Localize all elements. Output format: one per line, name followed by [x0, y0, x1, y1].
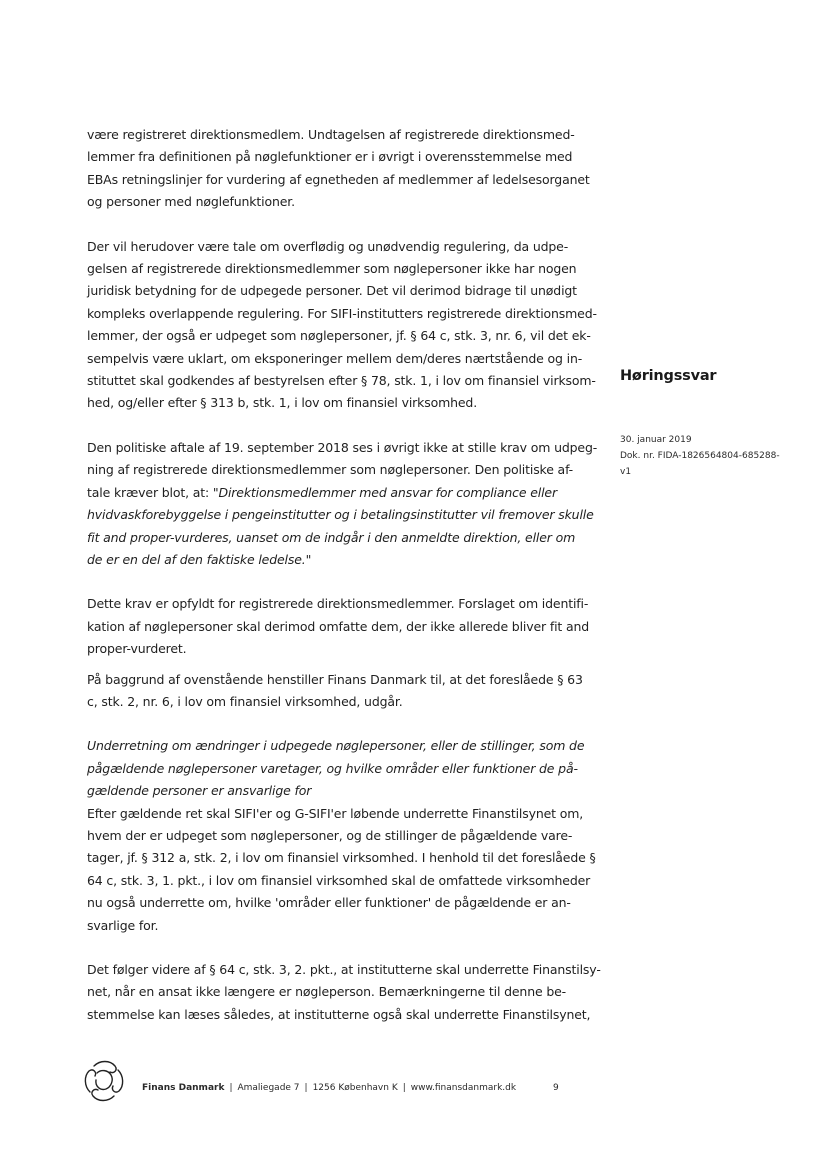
- page-number: 9: [553, 1083, 559, 1093]
- heading-line: pågældende nøglepersoner varetager, og hvilke områder eller funktioner de på-: [87, 760, 578, 776]
- text-line: og personer med nøglefunktioner.: [87, 194, 295, 210]
- heading-line: gældende personer er ansvarlige for: [87, 783, 312, 799]
- text-line: stemmelse kan læses således, at institutterne også skal underrette Finanstilsynet,: [87, 1006, 591, 1022]
- text-line: EBAs retningslinjer for vurdering af egnetheden af medlemmer af ledelsesorganet: [87, 171, 590, 187]
- text-line: sempelvis være uklart, om eksponeringer mellem dem/deres nærtstående og in-: [87, 350, 583, 366]
- section-heading: [87, 735, 585, 802]
- text-line: stituttet skal godkendes af bestyrelsen efter § 78, stk. 1, i lov om finansiel virksom-: [87, 373, 596, 389]
- paragraph-4: [87, 593, 590, 660]
- text-line: c, stk. 2, nr. 6, i lov om finansiel virksomhed, udgår.: [87, 693, 403, 709]
- paragraph-7: [87, 959, 601, 1026]
- footer-brand: Finans Danmark: [142, 1083, 225, 1093]
- text-line: net, når en ansat ikke længere er nøgleperson. Bemærkningerne til denne be-: [87, 984, 567, 1000]
- text-line: tager, jf. § 312 a, stk. 2, i lov om finansiel virksomhed. I henhold til det foreslåede §: [87, 850, 596, 866]
- text-line: kompleks overlappende regulering. For SIFI-institutters registrerede direktionsmed-: [87, 305, 597, 321]
- text-line: hvem der er udpeget som nøglepersoner, og de stillinger de pågældende vare-: [87, 827, 573, 843]
- document-reference-version: v1: [620, 467, 632, 477]
- text-line: gelsen af registrerede direktionsmedlemmer som nøglepersoner ikke har nogen: [87, 261, 577, 277]
- text-line: være registreret direktionsmedlem. Undtagelsen af registrerede direktionsmed-: [87, 127, 575, 142]
- text-line: Det følger videre af § 64 c, stk. 3, 2. pkt., at institutterne skal underrette Finanstilsy-: [87, 962, 601, 977]
- footer-separator: |: [304, 1083, 308, 1093]
- heading-line: Underretning om ændringer i udpegede nøglepersoner, eller de stillinger, som de: [87, 738, 585, 754]
- text-line: Efter gældende ret skal SIFI'er og G-SIFI'er løbende underrette Finanstilsynet om,: [87, 805, 584, 821]
- paragraph-3: [87, 437, 598, 571]
- footer-separator: |: [229, 1083, 233, 1093]
- paragraph-5: [87, 669, 583, 714]
- text-line: kation af nøglepersoner skal derimod omfatte dem, der ikke allerede bliver fit and: [87, 618, 590, 634]
- quote-line: fit and proper-vurderes, uanset om de indgår i den anmeldte direktion, eller om: [87, 529, 576, 545]
- quote-line: de er en del af den faktiske ledelse.": [87, 551, 312, 567]
- text-line: lemmer, der også er udpeget som nøglepersoner, jf. § 64 c, stk. 3, nr. 6, vil det ek-: [87, 328, 591, 344]
- text-line: juridisk betydning for de udpegede personer. Det vil derimod bidrage til unødigt: [87, 283, 577, 299]
- finans-danmark-logo-icon: [82, 1058, 126, 1104]
- footer-city: 1256 København K: [312, 1083, 398, 1093]
- text-line: 64 c, stk. 3, 1. pkt., i lov om finansiel virksomhed skal de omfattede virksomheder: [87, 872, 591, 888]
- document-reference: Dok. nr. FIDA-1826564804-685288-: [620, 451, 780, 461]
- quote-line: hvidvaskforebyggelse i pengeinstitutter og i betalingsinstitutter vil fremover skulle: [87, 507, 594, 523]
- document-body: [87, 124, 601, 1026]
- text-fragment: tale kræver blot, at:: [87, 484, 213, 500]
- paragraph-6: [87, 803, 596, 937]
- footer-separator: |: [402, 1083, 406, 1093]
- text-line: svarlige for.: [87, 917, 159, 933]
- page-footer: [82, 1058, 582, 1108]
- text-line: Dette krav er opfyldt for registrerede direktionsmedlemmer. Forslaget om identifi-: [87, 596, 589, 612]
- text-line: Der vil herudover være tale om overflødig og unødvendig regulering, da udpe-: [87, 238, 569, 254]
- quote-fragment: "Direktionsmedlemmer med ansvar for compliance eller: [212, 484, 557, 500]
- text-line: hed, og/eller efter § 313 b, stk. 1, i lov om finansiel virksomhed.: [87, 395, 478, 411]
- document-meta: [620, 432, 810, 480]
- text-line-mixed: [87, 482, 565, 504]
- text-line: proper-vurderet.: [87, 641, 187, 657]
- paragraph-1: [87, 124, 590, 214]
- text-line: nu også underrette om, hvilke 'områder eller funktioner' de pågældende er an-: [87, 895, 571, 911]
- footer-address: Amaliegade 7: [237, 1083, 300, 1093]
- paragraph-2: [87, 236, 597, 415]
- text-line: Den politiske aftale af 19. september 2018 ses i øvrigt ikke at stille krav om udpeg-: [87, 439, 598, 455]
- footer-website-link[interactable]: www.finansdanmark.dk: [410, 1083, 517, 1093]
- document-type-title: Høringssvar: [620, 368, 717, 384]
- text-line: ning af registrerede direktionsmedlemmer som nøglepersoner. Den politiske af-: [87, 462, 573, 478]
- footer-contact: [142, 1083, 516, 1093]
- text-line: På baggrund af ovenstående henstiller Finans Danmark til, at det foreslåede § 63: [87, 671, 583, 687]
- document-date: 30. januar 2019: [620, 435, 692, 445]
- text-line: lemmer fra definitionen på nøglefunktioner er i øvrigt i overensstemmelse med: [87, 149, 573, 165]
